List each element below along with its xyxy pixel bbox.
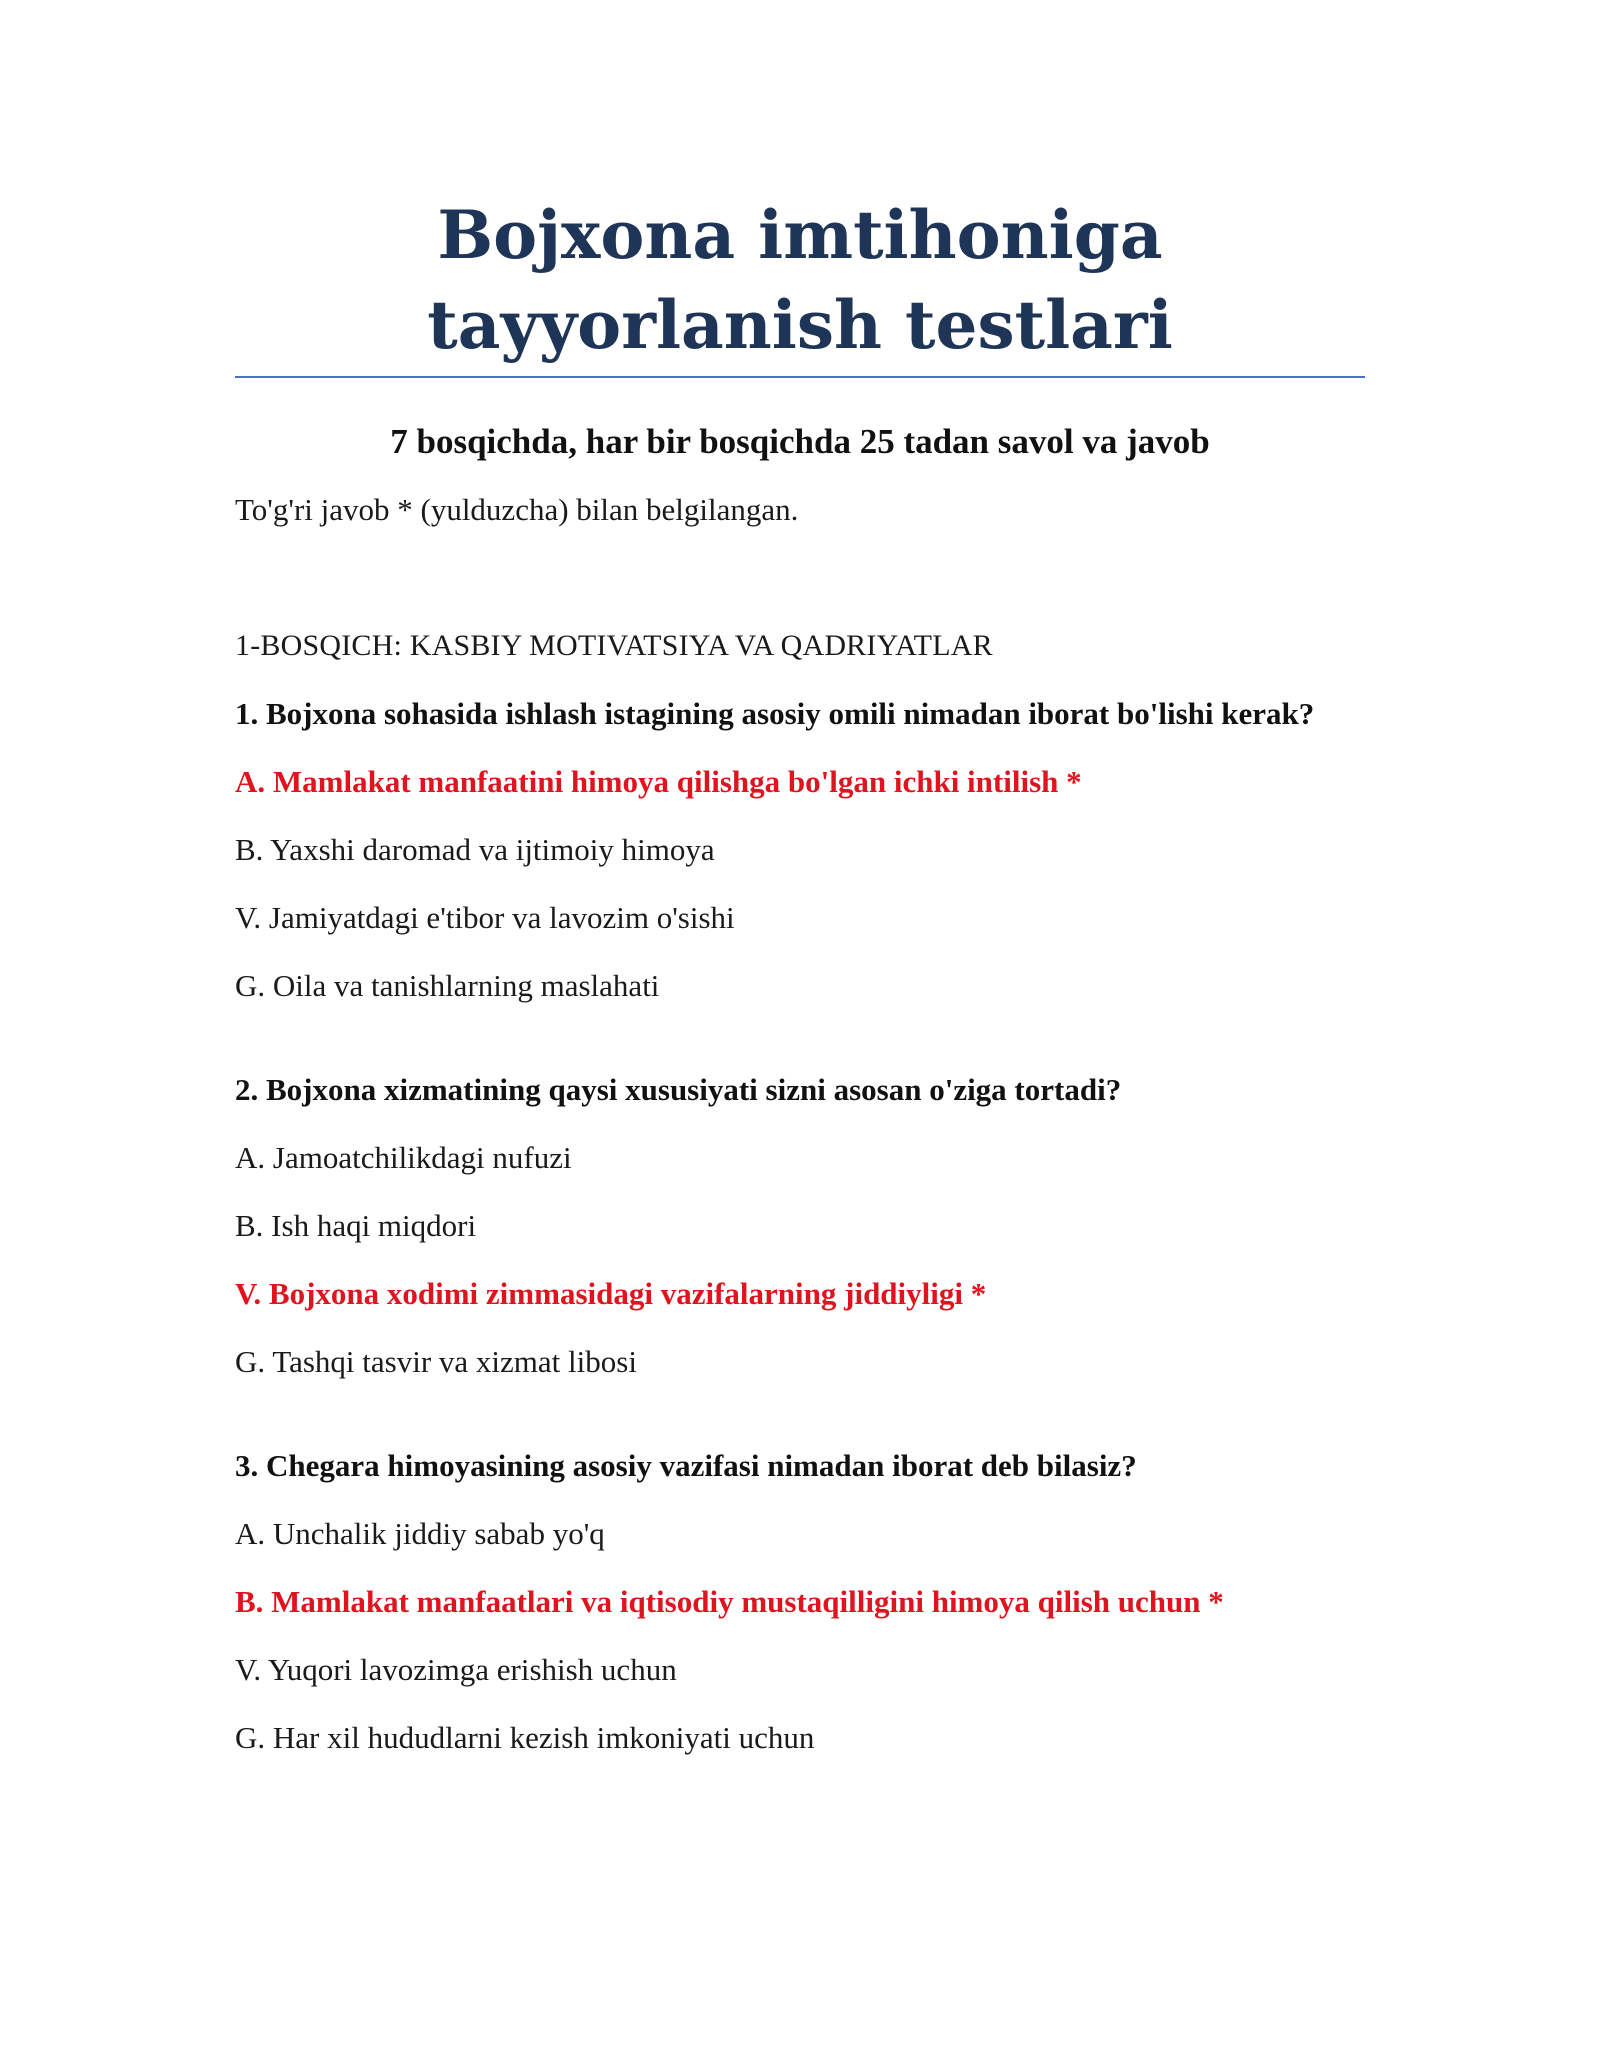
answer-option: V. Yuqori lavozimga erishish uchun <box>235 1652 677 1687</box>
document-title <box>235 190 1365 370</box>
answer-option: A. Jamoatchilikdagi nufuzi <box>235 1140 572 1175</box>
question-item <box>235 696 1365 1004</box>
answer-key-note: To'g'ri javob * (yulduzcha) bilan belgilangan. <box>235 492 799 527</box>
answer-option: G. Oila va tanishlarning maslahati <box>235 968 660 1003</box>
correct-answer-option: A. Mamlakat manfaatini himoya qilishga bo'lgan ichki intilish * <box>235 764 1082 799</box>
question-text: 3. Chegara himoyasining asosiy vazifasi nimadan iborat deb bilasiz? <box>235 1448 1137 1483</box>
document-subtitle: 7 bosqichda, har bir bosqichda 25 tadan savol va javob <box>390 422 1210 461</box>
question-text: 2. Bojxona xizmatining qaysi xususiyati sizni asosan o'ziga tortadi? <box>235 1072 1122 1107</box>
stage-heading: 1-BOSQICH: KASBIY MOTIVATSIYA VA QADRIYATLAR <box>235 629 993 662</box>
title-line-1: Bojxona imtihoniga <box>437 196 1163 274</box>
answer-option: G. Har xil hududlarni kezish imkoniyati uchun <box>235 1720 815 1755</box>
answer-option: G. Tashqi tasvir va xizmat libosi <box>235 1344 637 1379</box>
title-divider <box>235 376 1365 378</box>
answer-option: A. Unchalik jiddiy sabab yo'q <box>235 1516 605 1551</box>
correct-answer-option: B. Mamlakat manfaatlari va iqtisodiy mustaqilligini himoya qilish uchun * <box>235 1584 1224 1619</box>
answer-option: V. Jamiyatdagi e'tibor va lavozim o'sishi <box>235 900 735 935</box>
question-list <box>235 696 1365 1756</box>
question-item <box>235 1448 1365 1756</box>
answer-option: B. Ish haqi miqdori <box>235 1208 477 1243</box>
title-line-2: tayyorlanish testlari <box>427 286 1173 364</box>
answer-option: B. Yaxshi daromad va ijtimoiy himoya <box>235 832 715 867</box>
question-text: 1. Bojxona sohasida ishlash istagining asosiy omili nimadan iborat bo'lishi kerak? <box>235 696 1315 731</box>
document-page <box>235 190 1365 1756</box>
question-item <box>235 1072 1365 1380</box>
correct-answer-option: V. Bojxona xodimi zimmasidagi vazifalarning jiddiyligi * <box>235 1276 987 1311</box>
